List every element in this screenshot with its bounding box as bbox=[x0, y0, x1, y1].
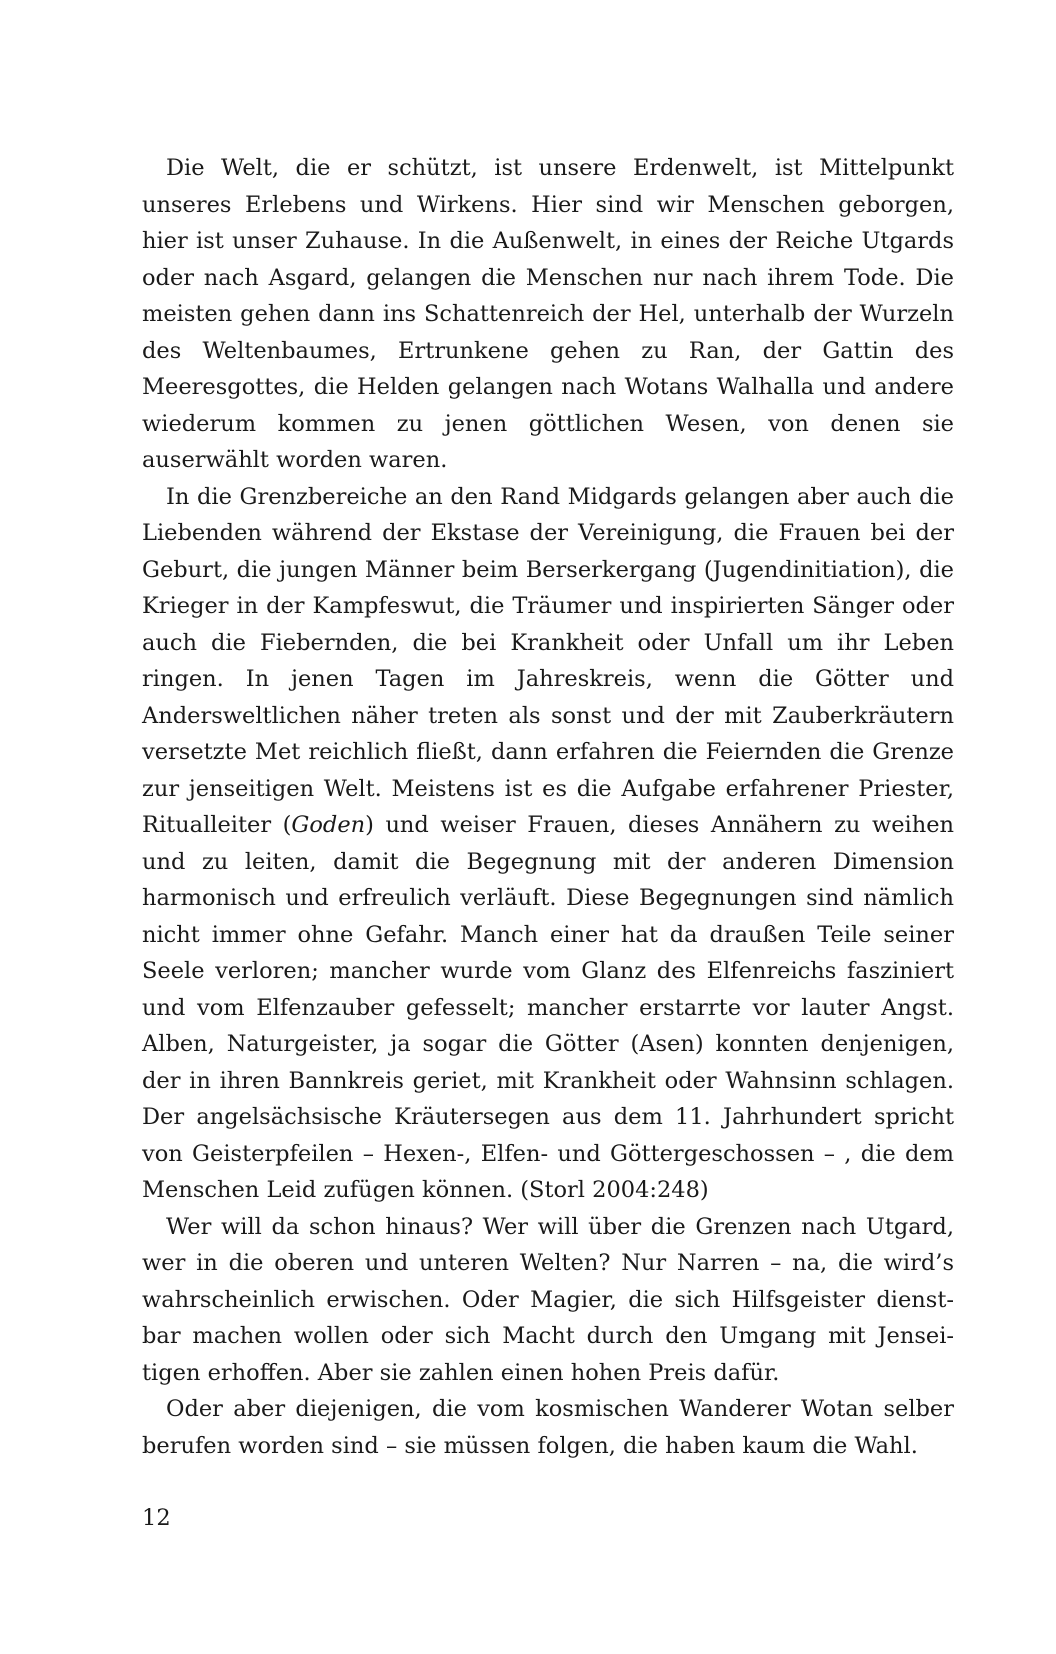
paragraph-2-part-2: ) und weiser Frauen, dieses Annähern zu weihen und zu leiten, damit die Begegnung mit der anderen Dimension harmonisch und erfreulich verläuft. Diese Begegnungen sind nämlich nicht immer ohne Gefahr. Manch einer hat da draußen Teile seiner Seele verloren; mancher wurde vom Glanz des Elfenreichs fasziniert und vom Elfenzauber gefesselt; mancher erstarrte vor lauter Angst. Alben, Naturgeister, ja sogar die Götter (Asen) konnten denjenigen, der in ihren Bannkreis geriet, mit Krankheit oder Wahnsinn schlagen. Der angelsächsische Kräutersegen aus dem 11. Jahrhundert spricht von Geisterpfeilen – Hexen-, Elfen- und Göttergeschossen – , die dem Menschen Leid zufügen können. (Storl 2004:248) bbox=[142, 812, 955, 1203]
paragraph-2 bbox=[142, 479, 954, 1209]
page-number: 12 bbox=[142, 1505, 171, 1531]
paragraph-2-part-1: In die Grenzbereiche an den Rand Midgards gelangen aber auch die Liebenden während der Ekstase der Vereinigung, die Frauen bei der Geburt, die jungen Männer beim Berserkergang (Jugendinitiation), die Krieger in der Kampfeswut, die Träumer und inspirierten Sänger oder auch die Fiebernden, die bei Krankheit oder Unfall um ihr Leben ringen. In jenen Tagen im Jahreskreis, wenn die Götter und Andersweltlichen näher treten als sonst und der mit Zauberkräutern versetzte Met reichlich fließt, dann erfahren die Feiernden die Grenze zur jenseitigen Welt. Meistens ist es die Aufgabe erfahrener Priester, Ritualleiter ( bbox=[142, 483, 954, 838]
italic-term-goden: Goden bbox=[291, 812, 366, 838]
body-text bbox=[142, 150, 954, 1464]
paragraph-3: Wer will da schon hinaus? Wer will über die Grenzen nach Utgard, wer in die oberen und unteren Welten? Nur Narren – na, die wird’s wahrscheinlich erwischen. Oder Magier, die sich Hilfsgeister dienstbar machen wollen oder sich Macht durch den Umgang mit Jenseitigen erhoffen. Aber sie zahlen einen hohen Preis dafür. bbox=[142, 1213, 954, 1386]
paragraph-1: Die Welt, die er schützt, ist unsere Erdenwelt, ist Mittelpunkt unseres Erlebens und Wirkens. Hier sind wir Menschen geborgen, hier ist unser Zuhause. In die Außenwelt, in eines der Reiche Utgards oder nach Asgard, gelangen die Menschen nur nach ihrem Tode. Die meisten gehen dann ins Schattenreich der Hel, unterhalb der Wurzeln des Weltenbaumes, Ertrunkene gehen zu Ran, der Gattin des Meeresgottes, die Helden gelangen nach Wotans Walhalla und andere wiederum kommen zu jenen göttlichen Wesen, von denen sie auserwählt worden waren. bbox=[142, 155, 954, 473]
paragraph-4: Oder aber diejenigen, die vom kosmischen Wanderer Wotan selber berufen worden sind – sie müssen folgen, die haben kaum die Wahl. bbox=[142, 1396, 954, 1459]
